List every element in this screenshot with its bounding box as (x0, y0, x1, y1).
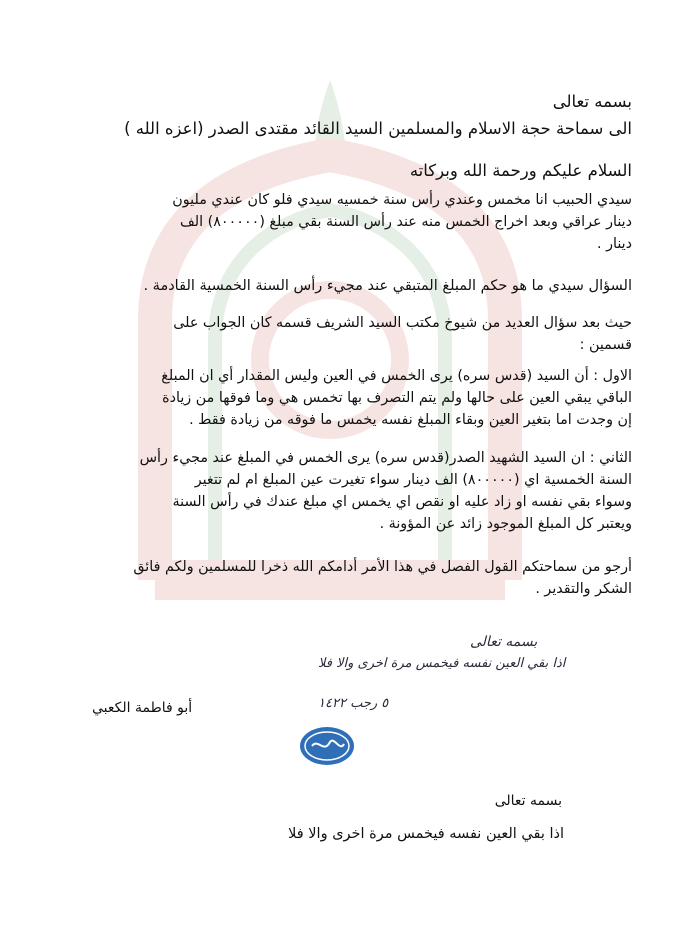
text-line: الباقي يبقي العين على حالها ولم يتم التصرف بها تخمس هي وما فوقها من زيادة (162, 390, 632, 406)
text-line: ويعتبر كل المبلغ الموجود زائد عن المؤونة . (379, 516, 632, 532)
handwritten-basmala: بسمه تعالى (470, 634, 538, 650)
addressee: الى سماحة حجة الاسلام والمسلمين السيد القائد مقتدى الصدر (اعزه الله ) (124, 119, 632, 138)
text-line: الشكر والتقدير . (535, 581, 632, 597)
paragraph-context (42, 312, 632, 356)
question: السؤال سيدي ما هو حكم المبلغ المتبقي عند مجيء رأس السنة الخمسية القادمة . (143, 278, 632, 294)
answer-text: اذا بقي العين نفسه فيخمس مرة اخرى والا فلا (288, 826, 564, 842)
text-line: قسمين : (579, 337, 632, 353)
answer-basmala: بسمه تعالى (494, 793, 562, 809)
text-line: حيث بعد سؤال العديد من شيوخ مكتب السيد الشريف قسمه كان الجواب على (173, 315, 632, 331)
seal-stamp (298, 724, 356, 768)
text-line: أرجو من سماحتكم القول الفصل في هذا الأمر أدامكم الله ذخرا للمسلمين ولكم فائق (133, 559, 632, 575)
text-line: سيدي الحبيب انا مخمس وعندي رأس سنة خمسيه سيدي فلو كان عندي مليون (172, 192, 632, 208)
text-line: دينار عراقي وبعد اخراج الخمس منه عند رأس السنة بقي مبلغ (٨٠٠٠٠٠) الف (179, 214, 632, 230)
text-line: السنة الخمسية اي (٨٠٠٠٠٠) الف دينار سواء تغيرت عين المبلغ ام لم تتغير (194, 472, 632, 488)
greeting: السلام عليكم ورحمة الله وبركاته (409, 161, 632, 180)
text-line: الثاني : ان السيد الشهيد الصدر(قدس سره) يرى الخمس في المبلغ عند مجيء رأس (139, 450, 632, 466)
paragraph-second-view (42, 447, 632, 535)
paragraph-request (42, 556, 632, 600)
text-line: وسواء بقي نفسه او زاد عليه او نقص اي يخمس اي مبلغ عندك في رأس السنة (172, 494, 632, 510)
text-line: الاول : أن السيد (قدس سره) يرى الخمس في العين وليس المقدار أي ان المبلغ (161, 368, 632, 384)
text-line: دينار . (596, 236, 632, 252)
basmala: بسمه تعالى (552, 92, 632, 111)
paragraph-intro (42, 189, 632, 255)
handwritten-date: ٥ رجب ١٤٢٢ (318, 696, 389, 711)
handwritten-answer: اذا بقي العين نفسه فيخمس مرة اخرى والا فلا (318, 656, 566, 671)
text-line: إن وجدت اما بتغير العين وبقاء المبلغ نفسه يخمس ما فوقه من زيادة فقط . (189, 412, 632, 428)
sender-signature: أبو فاطمة الكعبي (92, 700, 193, 716)
paragraph-first-view (42, 365, 632, 431)
